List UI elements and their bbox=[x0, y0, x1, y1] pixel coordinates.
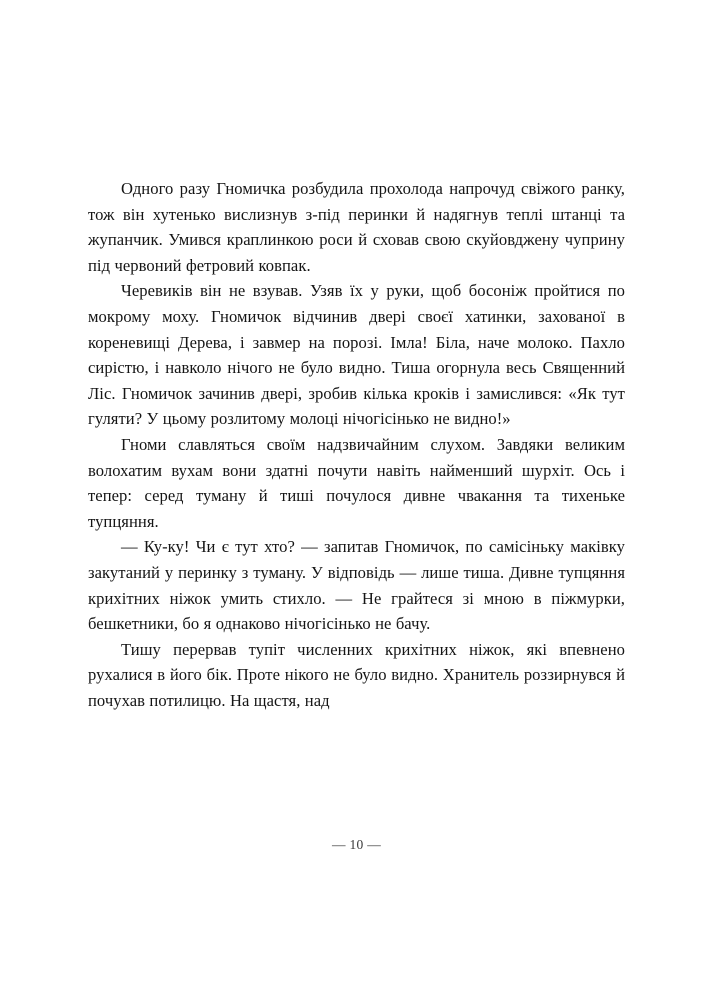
page-text-block bbox=[88, 176, 625, 713]
paragraph: — Ку-ку! Чи є тут хто? — запитав Гномичок, по самісіньку маківку закутаний у перинку з туману. У відповідь — лише тиша. Дивне тупцяння крихітних ніжок умить стихло. — Не грайтеся зі мною в піжмурки, бешкетники, бо я однаково нічогісінько не бачу. bbox=[88, 537, 625, 634]
page-number: — 10 — bbox=[331, 837, 382, 852]
paragraph: Черевиків він не взував. Узяв їх у руки, щоб босоніж пройтися по мокрому моху. Гномичок відчинив двері своєї хатинки, захованої в кореневищі Дерева, і завмер на порозі. Імла! Біла, наче молоко. Пахло сирістю, і навколо нічого не було видно. Тиша огорнула весь Священний Ліс. Гномичок зачинив двері, зробив кілька кроків і замислився: «Як тут гуляти? У цьому розлитому молоці нічогісінько не видно!» bbox=[88, 281, 625, 429]
paragraph: Тишу перервав тупіт численних крихітних ніжок, які впевнено рухалися в його бік. Проте нікого не було видно. Хранитель роззирнувся й почухав потилицю. На щастя, над bbox=[88, 639, 625, 710]
paragraph: Одного разу Гномичка розбудила прохолода напрочуд свіжого ранку, тож він хутенько вислизнув з-під перинки й надягнув теплі штанці та жупанчик. Умився краплинкою роси й сховав свою скуйовджену чуприну під червоний фетровий ковпак. bbox=[88, 179, 625, 275]
paragraph: Гноми славляться своїм надзвичайним слухом. Завдяки великим волохатим вухам вони здатні почути навіть найменший шурхіт. Ось і тепер: серед туману й тиші почулося дивне чвакання та тихеньке тупцяння. bbox=[88, 434, 625, 531]
